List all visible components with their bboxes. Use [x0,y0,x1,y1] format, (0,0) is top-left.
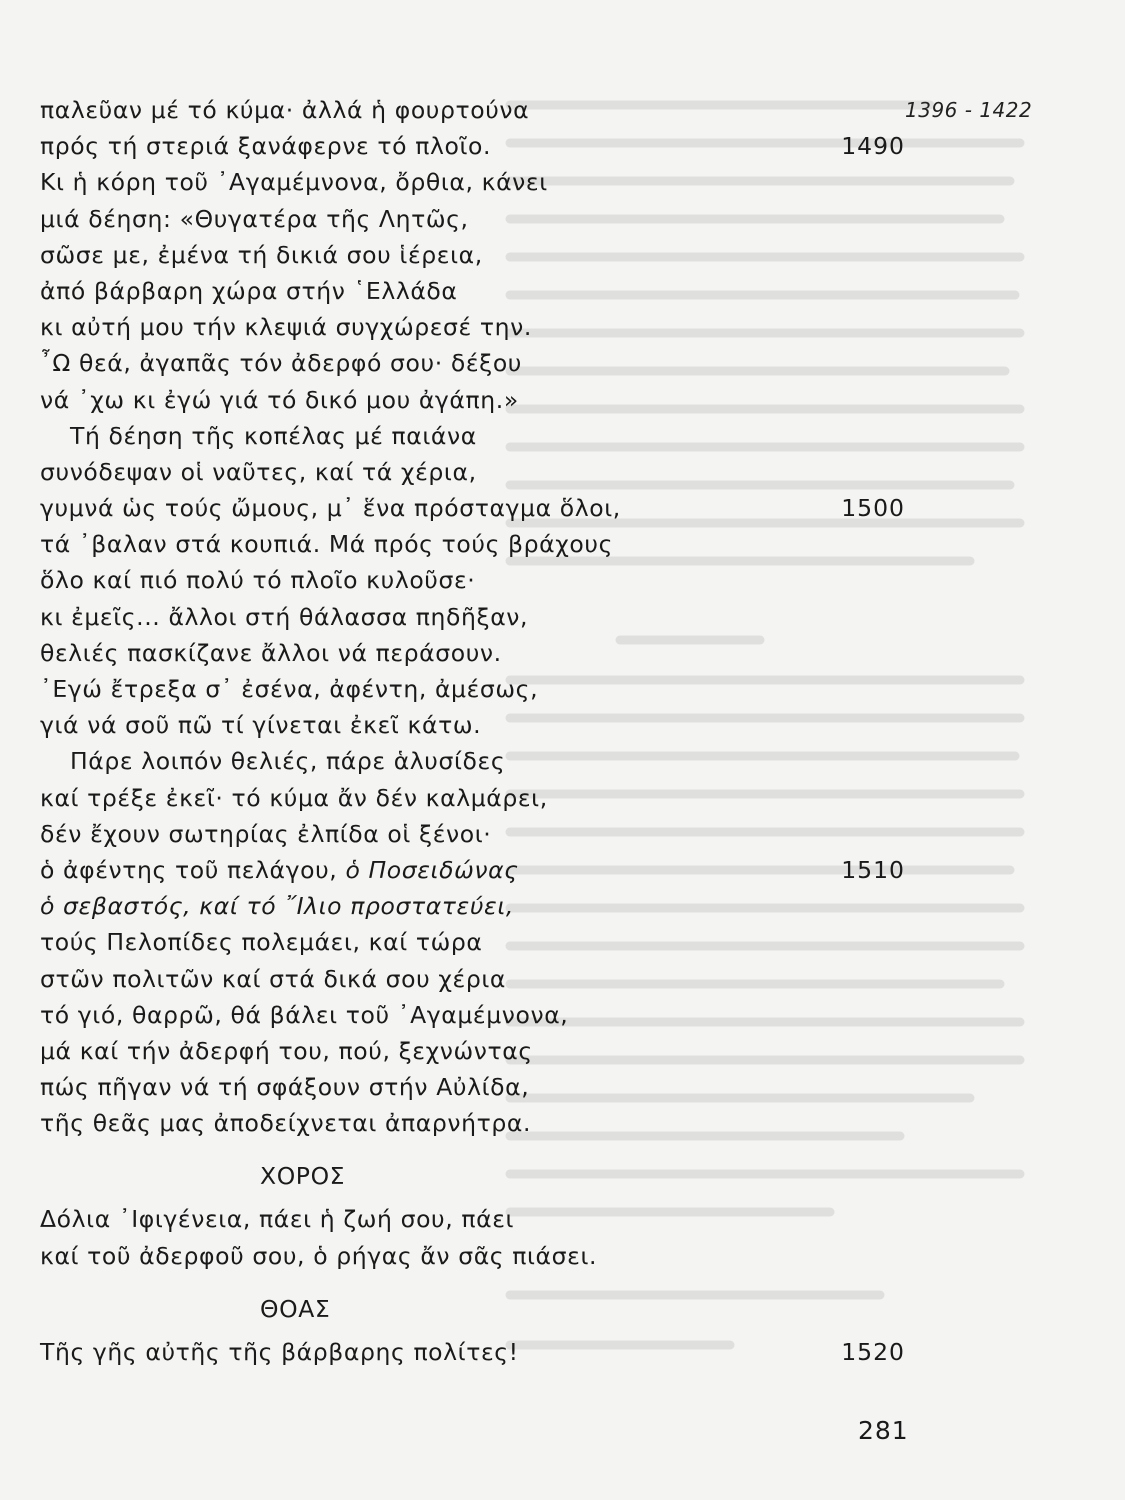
verse-line: κι ἐμεῖς... ἄλλοι στή θάλασσα πηδῆξαν, [40,602,529,631]
line-number: 1490 [841,132,905,161]
verse-line: δέν ἔχουν σωτηρίας ἐλπίδα οἱ ξένοι· [40,819,492,848]
line-range-reference: 1396 - 1422 [905,98,1033,122]
verse-line: τά ᾽βαλαν στά κουπιά. Μά πρός τούς βράχους [40,530,613,559]
verse-line: τῆς θεᾶς μας ἀποδείχνεται ἀπαρνήτρα. [40,1109,532,1138]
line-number: 1520 [841,1337,905,1366]
verse-line: ῏Ω θεά, ἀγαπᾶς τόν ἀδερφό σου· δέξου [40,349,523,378]
verse-line: ᾽Εγώ ἔτρεξα σ᾽ ἐσένα, ἀφέντη, ἀμέσως, [40,675,539,703]
verse-line: στῶν πολιτῶν καί στά δικά σου χέρια [40,964,507,993]
verse-line: ὅλο καί πιό πολύ τό πλοῖο κυλοῦσε· [40,566,476,595]
verse-line: Πάρε λοιπόν θελιές, πάρε ἁλυσίδες [70,747,506,776]
verse-line: ὁ σεβαστός, καί τό ῎Ιλιο προστατεύει, [40,892,514,921]
verse-line: καί τρέξε ἐκεῖ· τό κύμα ἄν δέν καλμάρει, [40,783,548,812]
speaker-heading: ΧΟΡΟΣ [260,1162,346,1191]
verse-line: γυμνά ὡς τούς ὤμους, μ᾽ ἕνα πρόσταγμα ὅλοι, 1500 [40,490,920,526]
verse-line: τούς Πελοπίδες πολεμάει, καί τώρα [40,928,483,957]
verse-line: Τή δέηση τῆς κοπέλας μέ παιάνα [70,421,477,450]
verse-line: τό γιό, θαρρῶ, θά βάλει τοῦ ᾽Αγαμέμνονα, [40,1000,569,1029]
speaker-heading: ΘΟΑΣ [260,1294,331,1323]
verse-line: Κι ἡ κόρη τοῦ ᾽Αγαμέμνονα, ὄρθια, κάνει [40,168,548,197]
verse-line: πρός τή στεριά ξανάφερνε τό πλοῖο. 1490 [40,128,920,164]
verse-line: Τῆς γῆς αὐτῆς τῆς βάρβαρης πολίτες! 1520 [40,1334,920,1370]
verse-line: μιά δέηση: «Θυγατέρα τῆς Λητῶς, [40,204,469,233]
verse-line: θελιές πασκίζανε ἄλλοι νά περάσουν. [40,638,502,667]
verse-line: συνόδεψαν οἱ ναῦτες, καί τά χέρια, [40,457,477,486]
poem-text [40,92,920,1370]
line-number: 1500 [841,494,905,523]
verse-line: παλεῦαν μέ τό κύμα· ἀλλά ἡ φουρτούνα [40,96,530,124]
verse-line: πώς πῆγαν νά τή σφάξουν στήν Αὐλίδα, [40,1073,530,1102]
verse-line: καί τοῦ ἀδερφοῦ σου, ὁ ρήγας ἄν σᾶς πιάσει. [40,1241,598,1270]
verse-line: νά ᾽χω κι ἐγώ γιά τό δικό μου ἀγάπη.» [40,385,519,414]
verse-line: γιά νά σοῦ πῶ τί γίνεται ἐκεῖ κάτω. [40,711,482,740]
verse-line: ἀπό βάρβαρη χώρα στήν ῾Ελλάδα [40,276,458,305]
line-number: 1510 [841,855,905,884]
verse-line: μά καί τήν ἀδερφή του, πού, ξεχνώντας [40,1036,533,1065]
verse-line: σῶσε με, ἐμένα τή δικιά σου ἱέρεια, [40,240,483,269]
page-number: 281 [858,1416,909,1445]
verse-line: Δόλια ᾽Ιφιγένεια, πάει ἡ ζωή σου, πάει [40,1205,515,1234]
verse-line: ὁ ἀφέντης τοῦ πελάγου, ὁ Ποσειδώνας 1510 [40,852,920,888]
verse-line: κι αὐτή μου τήν κλεψιά συγχώρεσέ την. [40,313,532,342]
